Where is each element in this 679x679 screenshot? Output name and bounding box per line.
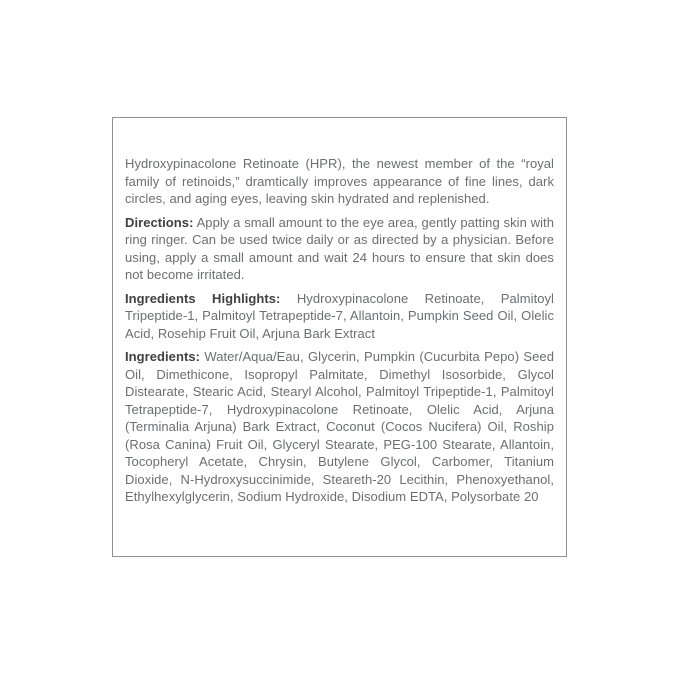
ingredients-highlights-text: Hydroxypinacolone Retinoate, Palmitoyl Tripeptide-1, Palmitoyl Tetrapeptide-7, Allantoin, Pumpkin Seed Oil, Olelic Acid, Rosehip Fruit Oil, Arjuna Bark Extract xyxy=(125,290,554,341)
directions-text: Apply a small amount to the eye area, gently patting skin with ring ringer. Can be used twice daily or as directed by a physician. Before using, apply a small amount and wait 24 hours to ensure that skin does not become irritated. xyxy=(125,214,554,282)
directions-label: Directions: xyxy=(125,214,194,230)
label-text-panel xyxy=(112,117,567,557)
intro-paragraph xyxy=(125,155,554,208)
ingredients-paragraph xyxy=(125,348,554,506)
ingredients-highlights-label: Ingredients Highlights: xyxy=(125,290,281,306)
intro-text: Hydroxypinacolone Retinoate (HPR), the newest member of the “royal family of retinoids,” dramtically improves appearance of fine lines, dark circles, and aging eyes, leaving skin hydrated and replenished. xyxy=(125,156,554,206)
directions-paragraph xyxy=(125,214,554,284)
ingredients-label: Ingredients: xyxy=(125,349,200,364)
ingredients-text: Water/Aqua/Eau, Glycerin, Pumpkin (Cucurbita Pepo) Seed Oil, Dimethicone, Isopropyl Palmitate, Dimethyl Isosorbide, Glycol Distearate, Stearic Acid, Stearyl Alcohol, Palmitoyl Tripeptide-1, Palmitoyl Tetrapeptide-7, Hydroxypinacolone Retinoate, Olelic Acid, Arjuna (Terminalia Arjuna) Bark Extract, Coconut (Cocos Nucifera) Oil, Roship (Rosa Canina) Fruit Oil, Glyceryl Stearate, PEG-100 Stearate, Allantoin, Tocopheryl Acetate, Chrysin, Butylene Glycol, Carbomer, Titanium Dioxide, N-Hydroxysuccinimide, Steareth-20 Lecithin, Phenoxyethanol, Ethylhexylglycerin, Sodium Hydroxide, Disodium EDTA, Polysorbate 20 xyxy=(125,349,554,504)
ingredients-highlights-paragraph xyxy=(125,290,554,343)
